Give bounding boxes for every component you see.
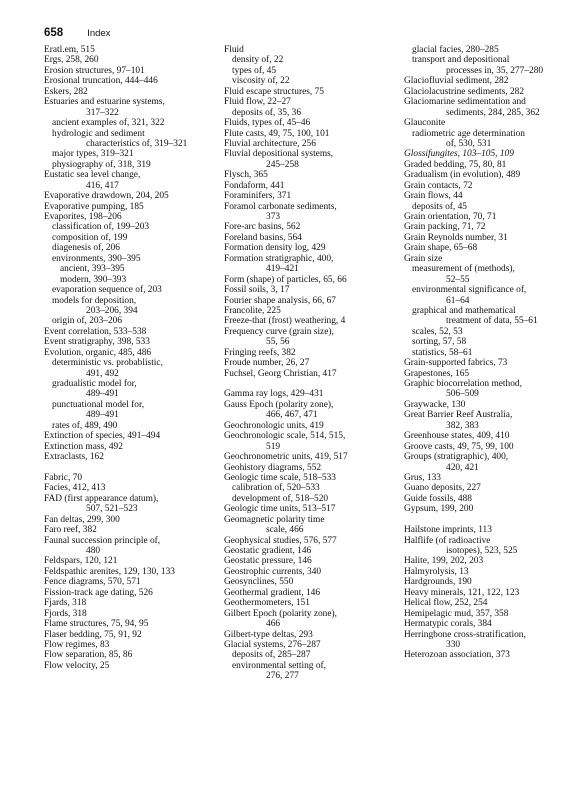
index-entry: 276, 277 — [266, 671, 299, 682]
index-entry: treatment of data, 55–61 — [446, 316, 538, 327]
index-entry: Gilbert-type deltas, 293 — [224, 629, 313, 640]
index-entry: characteristics of, 319–321 — [86, 138, 188, 149]
index-entry: Geohistory diagrams, 552 — [224, 462, 322, 473]
index-entry: modern, 390–393 — [60, 274, 127, 285]
index-entry: Groove casts, 49, 75, 99, 100 — [404, 441, 514, 452]
index-entry: transport and depositional — [412, 55, 510, 66]
index-entry: Great Barrier Reef Australia, — [404, 410, 513, 421]
index-entry: 489–491 — [86, 389, 119, 400]
index-entry: Geochronologic scale, 514, 515, — [224, 431, 346, 442]
index-entry: 382, 383 — [446, 420, 479, 431]
index-entry: sorting, 57, 58 — [412, 337, 467, 348]
index-entry: Fission-track age dating, 526 — [44, 587, 153, 598]
page-header — [44, 27, 110, 43]
index-entry: deterministic vs. probablistic, — [52, 358, 163, 369]
index-entry: classification of, 199–203 — [52, 222, 150, 233]
index-entry: Faro reef, 382 — [44, 525, 97, 536]
index-entry: composition of, 199 — [52, 232, 128, 243]
index-entry: Geostatic pressure, 146 — [224, 556, 312, 567]
index-entry: types of, 45 — [232, 65, 277, 76]
index-entry: Geostrophic currents, 340 — [224, 566, 322, 577]
index-entry: Flow separation, 85, 86 — [44, 650, 133, 661]
index-entry: Eratl.em, 515 — [44, 45, 95, 55]
index-entry: Estuaries and estuarine systems, — [44, 97, 165, 108]
index-entry: 61–64 — [446, 295, 470, 306]
index-entry: Hemipelagic mud, 357, 358 — [404, 608, 509, 619]
index-column-3 — [404, 45, 568, 661]
index-entry: development of, 518–520 — [232, 493, 329, 504]
index-entry: evaporation sequence of, 203 — [52, 285, 162, 296]
index-entry: Geochronometric units, 419, 517 — [224, 452, 348, 463]
index-entry: glacial facies, 280–285 — [412, 45, 499, 55]
index-entry: Grus, 133 — [404, 472, 441, 483]
index-entry: Glaciomarine sedimentation and — [404, 97, 526, 108]
index-entry: Fluid — [224, 45, 244, 55]
index-entry: Halmyrolysis, 13 — [404, 566, 469, 577]
index-entry: Flame structures, 75, 94, 95 — [44, 619, 149, 630]
index-entry: Herringbone cross-stratification, — [404, 629, 526, 640]
index-entry: 489–491 — [86, 410, 119, 421]
index-entry: Geomagnetic polarity time — [224, 514, 325, 525]
page-number: 658 — [44, 27, 64, 39]
index-entry: Fluvial depositional systems, — [224, 149, 334, 160]
index-entry: Hermatypic corals, 384 — [404, 619, 492, 630]
index-entry: radiometric age determination — [412, 128, 525, 139]
index-entry: models for deposition, — [52, 295, 137, 306]
index-entry: Gypsum, 199, 200 — [404, 504, 474, 515]
index-entry: Graphic biocorrelation method, — [404, 379, 522, 389]
index-entry: Fluids, types of, 45–46 — [224, 118, 311, 129]
index-entry: Erosion structures, 97–101 — [44, 65, 145, 76]
index-entry: Geothermometers, 151 — [224, 598, 310, 609]
index-entry: Faunal succession principle of, — [44, 535, 161, 546]
index-entry: Geophysical studies, 576, 577 — [224, 535, 337, 546]
index-column-1 — [44, 45, 220, 671]
index-entry: punctuational model for, — [52, 399, 145, 410]
index-entry: Extraclasts, 162 — [44, 452, 104, 463]
index-entry: density of, 22 — [232, 55, 284, 66]
index-entry: Flow velocity, 25 — [44, 660, 110, 671]
index-entry: 373 — [266, 212, 281, 222]
index-entry: Guide fossils, 488 — [404, 493, 472, 504]
index-entry: environments, 390–395 — [52, 253, 141, 264]
index-entry: Geochronologic units, 419 — [224, 420, 324, 431]
index-entry: Gradualism (in evolution), 489 — [404, 170, 521, 181]
index-entry: Freeze-that (frost) weathering, 4 — [224, 316, 346, 327]
index-entry: Greenhouse states, 409, 410 — [404, 431, 510, 442]
index-entry: 466 — [266, 619, 281, 630]
index-entry: graphical and mathematical — [412, 305, 516, 316]
index-entry: Grapestones, 165 — [404, 368, 470, 379]
index-entry: Fluvial architecture, 256 — [224, 138, 316, 149]
index-entry: Geostatic gradient, 146 — [224, 546, 312, 556]
index-entry: measurement of (methods), — [412, 264, 515, 275]
index-entry: scales, 52, 53 — [412, 326, 463, 337]
index-entry: Gauss Epoch (polarity zone), — [224, 399, 334, 410]
index-entry: Flute casts, 49, 75, 100, 101 — [224, 128, 330, 139]
index-entry: 245–258 — [266, 159, 299, 170]
index-entry: deposits of, 285–287 — [232, 650, 311, 661]
index-entry: Heterozoan association, 373 — [404, 650, 510, 661]
index-entry: Extinction mass, 492 — [44, 441, 123, 452]
index-entry: Geosynclines, 550 — [224, 577, 294, 588]
letter-group-gap — [44, 463, 220, 473]
index-entry: environmental setting of, — [232, 660, 326, 671]
index-entry: of, 530, 531 — [446, 138, 492, 149]
index-entry: Glaciolacustrine sediments, 282 — [404, 86, 525, 97]
index-entry: Fore-arc basins, 562 — [224, 222, 301, 233]
index-entry: ancient, 393–395 — [60, 264, 125, 275]
index-entry: Fjords, 318 — [44, 608, 87, 619]
index-entry: Eskers, 282 — [44, 86, 88, 97]
index-entry: diagenesis of, 206 — [52, 243, 120, 254]
index-entry: hydrologic and sediment — [52, 128, 145, 139]
index-entry: Fluid flow, 22–27 — [224, 97, 291, 108]
index-entry: 507, 521–523 — [86, 504, 138, 515]
index-entry: Geothermal gradient, 146 — [224, 587, 321, 598]
index-entry: Glossifungites, 103–105, 109 — [404, 149, 514, 160]
index-entry: Graywacke, 130 — [404, 399, 466, 410]
index-entry: 330 — [446, 639, 461, 650]
index-entry: Groups (stratigraphic), 400, — [404, 452, 509, 463]
index-entry: Gilbert Epoch (polarity zone), — [224, 608, 337, 619]
index-entry: Halite, 199, 202, 203 — [404, 556, 484, 567]
index-entry: statistics, 58–61 — [412, 347, 473, 358]
index-entry: Event correlation, 533–538 — [44, 326, 147, 337]
index-entry: 317–322 — [86, 107, 119, 118]
index-entry: 466, 467, 471 — [266, 410, 318, 421]
index-entry: calibration of, 520–533 — [232, 483, 320, 494]
letter-group-gap — [224, 379, 410, 389]
index-entry: Fence diagrams, 570, 571 — [44, 577, 141, 588]
index-entry: Foraminifers, 371 — [224, 191, 292, 202]
index-entry: Flysch, 365 — [224, 170, 268, 181]
index-entry: Fjards, 318 — [44, 598, 87, 609]
index-entry: Foramol carbonate sediments, — [224, 201, 337, 212]
index-entry: environmental significance of, — [412, 285, 527, 296]
index-entry: sediments, 284, 285, 362 — [446, 107, 540, 118]
index-entry: Hardgrounds, 190 — [404, 577, 472, 588]
index-entry: Graded bedding, 75, 80, 81 — [404, 159, 507, 170]
index-entry: Ergs, 258, 260 — [44, 55, 99, 66]
index-entry: Fondaform, 441 — [224, 180, 285, 191]
index-entry: Flow regimes, 83 — [44, 639, 110, 650]
index-entry: isotopes), 523, 525 — [446, 546, 518, 556]
index-entry: Eustatic sea level change, — [44, 170, 141, 181]
index-entry: Froude number, 26, 27 — [224, 358, 310, 369]
index-entry: Foreland basins, 564 — [224, 232, 302, 243]
index-entry: Frequency curve (grain size), — [224, 326, 334, 337]
index-entry: ancient examples of, 321, 322 — [52, 118, 165, 129]
index-entry: Heavy minerals, 121, 122, 123 — [404, 587, 520, 598]
index-entry: Fluid escape structures, 75 — [224, 86, 324, 97]
index-entry: Flaser bedding, 75, 91, 92 — [44, 629, 142, 640]
index-entry: rates of, 489, 490 — [52, 420, 118, 431]
index-entry: Formation stratigraphic, 400, — [224, 253, 334, 264]
index-entry: Erosional truncation, 444–446 — [44, 76, 158, 87]
index-entry: Grain contacts, 72 — [404, 180, 473, 191]
index-entry: Glauconite — [404, 118, 446, 129]
index-entry: origin of, 203–206 — [52, 316, 123, 327]
index-entry: Geologic time scale, 518–533 — [224, 472, 336, 483]
index-entry: 491, 492 — [86, 368, 119, 379]
index-entry: Fan deltas, 299, 300 — [44, 514, 120, 525]
index-entry: Grain flows, 44 — [404, 191, 463, 202]
page-title: Index — [87, 28, 111, 39]
index-entry: Grain-supported fabrics, 73 — [404, 358, 508, 369]
index-entry: Formation density log, 429 — [224, 243, 326, 254]
index-column-2 — [224, 45, 410, 682]
index-entry: processes in, 35, 277–280 — [446, 65, 544, 76]
index-entry: Grain size — [404, 253, 443, 264]
index-entry: FAD (first appearance datum), — [44, 493, 159, 504]
index-entry: Feldspathic arenites, 129, 130, 133 — [44, 566, 175, 577]
index-entry: Form (shape) of particles, 65, 66 — [224, 274, 347, 285]
index-entry: scale, 466 — [266, 525, 304, 536]
index-entry: Grain orientation, 70, 71 — [404, 212, 497, 222]
index-entry: Fossil soils, 3, 17 — [224, 285, 290, 296]
index-entry: Evaporative drawdown, 204, 205 — [44, 191, 169, 202]
index-entry: physiography of, 318, 319 — [52, 159, 151, 170]
index-entry: Geologic time units, 513–517 — [224, 504, 336, 515]
index-entry: Extinction of species, 491–494 — [44, 431, 161, 442]
index-entry: Evaporative pumping, 185 — [44, 201, 144, 212]
index-entry: Event stratigraphy, 398, 533 — [44, 337, 150, 348]
index-entry: 203–206, 394 — [86, 305, 138, 316]
index-entry: Evaporites, 198–206 — [44, 212, 122, 222]
index-entry: Glaciofluvial sediment, 282 — [404, 76, 509, 87]
index-entry: deposits of, 45 — [412, 201, 467, 212]
index-entry: Fourier shape analysis, 66, 67 — [224, 295, 336, 306]
index-entry: Francolite, 225 — [224, 305, 281, 316]
index-entry: 519 — [266, 441, 281, 452]
index-entry: Grain packing, 71, 72 — [404, 222, 486, 233]
index-entry: major types, 319–321 — [52, 149, 134, 160]
index-entry: viscosity of, 22 — [232, 76, 290, 87]
index-entry: Fuchsel, Georg Christian, 417 — [224, 368, 337, 379]
index-entry: 416, 417 — [86, 180, 119, 191]
index-entry: 480 — [86, 546, 101, 556]
index-entry: Gamma ray logs, 429–431 — [224, 389, 324, 400]
index-entry: 420, 421 — [446, 462, 479, 473]
index-entry: 419–421 — [266, 264, 299, 275]
index-entry: Halflife (of radioactive — [404, 535, 491, 546]
index-entry: Hailstone imprints, 113 — [404, 525, 492, 536]
index-entry: Grain shape, 65–68 — [404, 243, 478, 254]
index-entry: 52–55 — [446, 274, 470, 285]
index-entry: Fabric, 70 — [44, 472, 83, 483]
index-entry: gradualistic model for, — [52, 379, 137, 389]
index-entry: Guano deposits, 227 — [404, 483, 481, 494]
index-entry: Glacial systems, 276–287 — [224, 639, 321, 650]
index-entry: 506–509 — [446, 389, 479, 400]
index-entry: Feldspars, 120, 121 — [44, 556, 118, 567]
index-entry: Fringing reefs, 382 — [224, 347, 296, 358]
index-entry: Facies, 412, 413 — [44, 483, 106, 494]
index-entry: Evolution, organic, 485, 486 — [44, 347, 152, 358]
index-entry: Grain Reynolds number, 31 — [404, 232, 508, 243]
index-entry: 55, 56 — [266, 337, 290, 348]
letter-group-gap — [404, 515, 568, 525]
index-entry: deposits of, 35, 36 — [232, 107, 302, 118]
index-entry: Helical flow, 252, 254 — [404, 598, 488, 609]
